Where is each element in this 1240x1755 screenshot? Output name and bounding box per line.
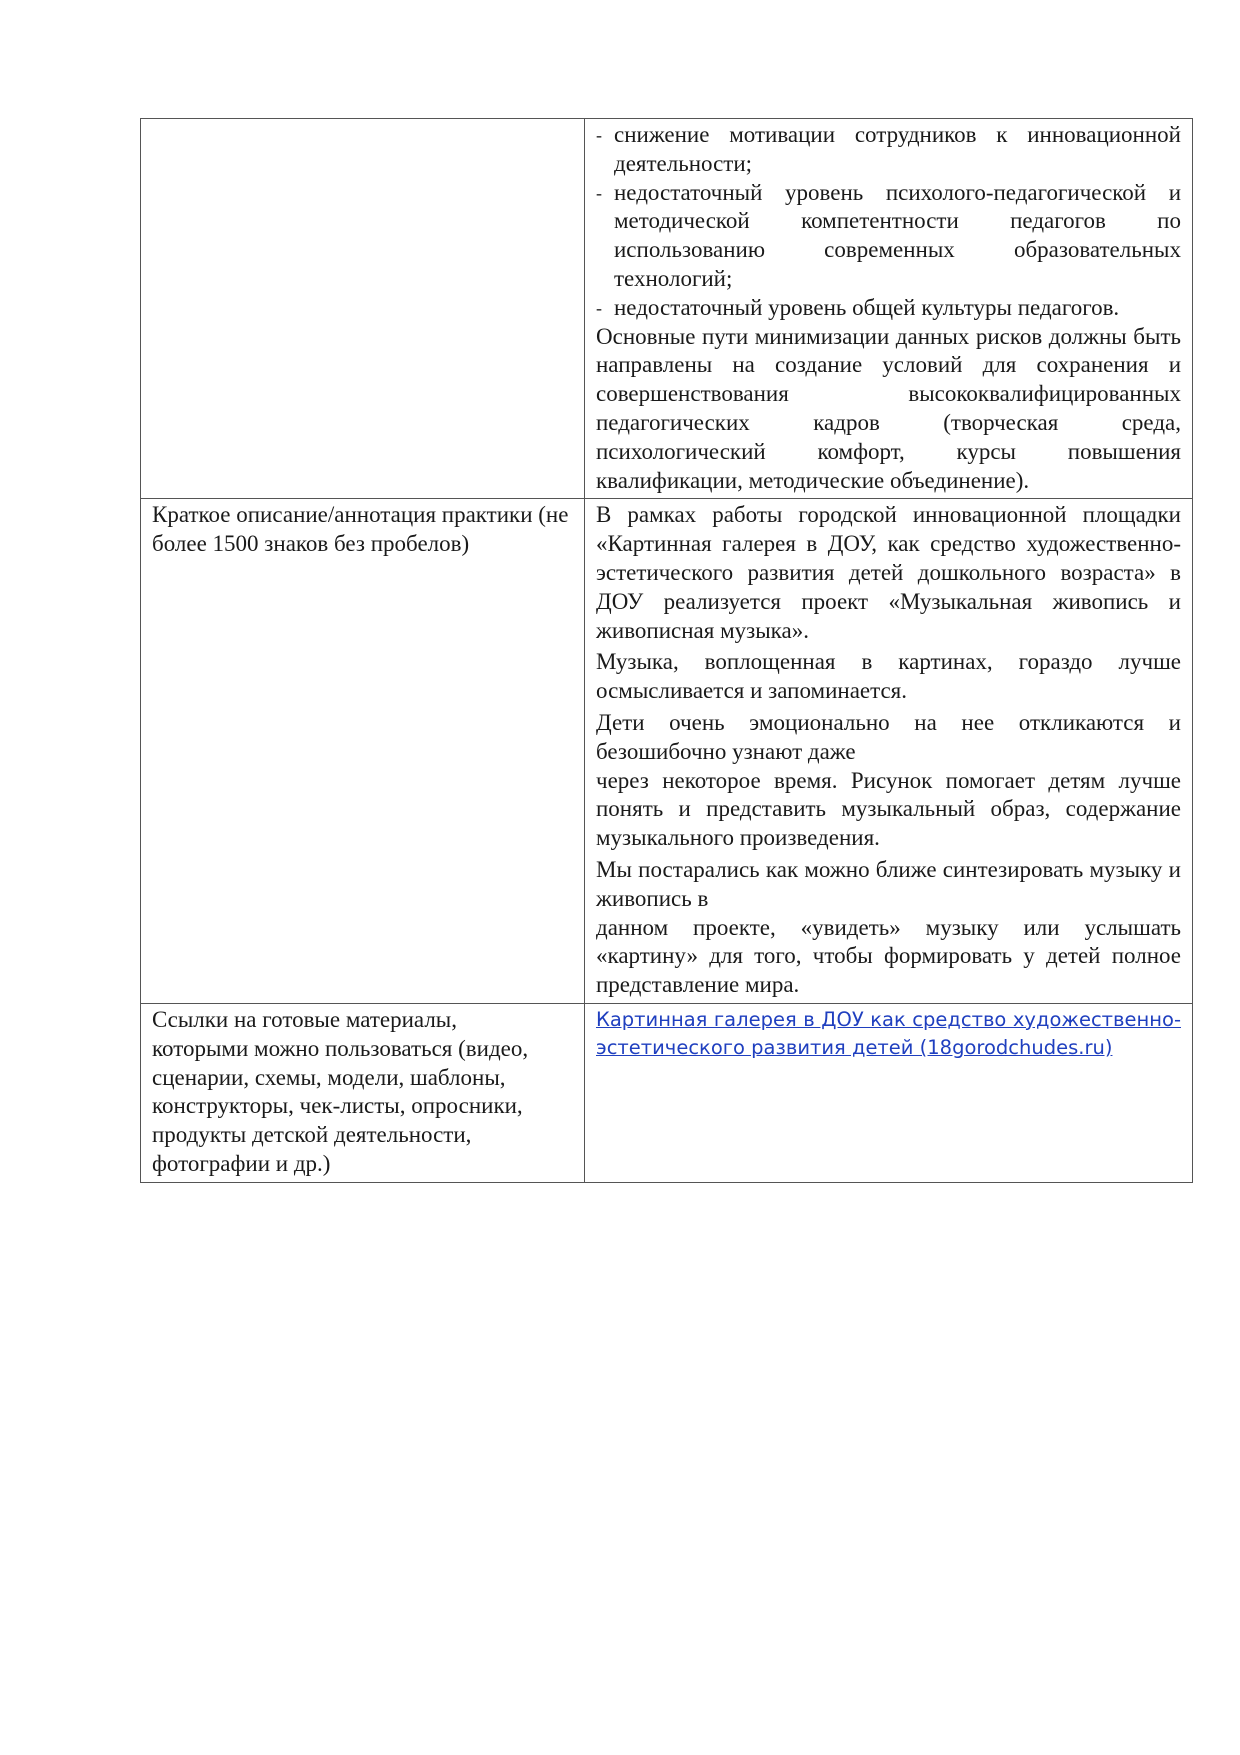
risk-text: снижение мотивации сотрудников к инновационной деятельности; bbox=[614, 122, 1181, 176]
annotation-label: Краткое описание/аннотация практики (не более 1500 знаков без пробелов) bbox=[141, 499, 585, 1004]
risk-item bbox=[596, 121, 1181, 179]
annotation-paragraph: Мы постарались как можно ближе синтезировать музыку и живопись в bbox=[596, 856, 1181, 911]
table-row-risks bbox=[141, 119, 1193, 499]
annotation-paragraph: В рамках работы городской инновационной площадки «Картинная галерея в ДОУ, как средство художественно-эстетического развития детей дошкольного возраста» в ДОУ реализуется проект «Музыкальная живопись и живописная музыка». bbox=[596, 502, 1181, 643]
links-content bbox=[585, 1003, 1193, 1182]
dash-bullet: - bbox=[596, 297, 602, 318]
annotation-paragraph: через некоторое время. Рисунок помогает детям лучше понять и представить музыкальный образ, содержание музыкального произведения. bbox=[596, 767, 1181, 851]
table-cell-risks bbox=[585, 119, 1193, 499]
dash-bullet: - bbox=[596, 182, 602, 203]
links-label: Ссылки на готовые материалы, которыми можно пользоваться (видео, сценарии, схемы, модели, шаблоны, конструкторы, чек-листы, опросники, продукты детской деятельности, фотографии и др.) bbox=[141, 1003, 585, 1182]
mitigation-paragraph: Основные пути минимизации данных рисков должны быть направлены на создание условий для сохранения и совершенствования высококвалифицированных педагогических кадров (творческая среда, психологический комфорт, курсы повышения квалификации, методические объединение). bbox=[596, 323, 1181, 493]
risk-text: недостаточный уровень психолого-педагогической и методической компетентности педагогов по использованию современных образовательных технологий; bbox=[614, 179, 1181, 291]
table-row-annotation bbox=[141, 499, 1193, 1004]
annotation-content bbox=[585, 499, 1193, 1004]
risk-text: недостаточный уровень общей культуры педагогов. bbox=[614, 294, 1120, 320]
table-row-links bbox=[141, 1003, 1193, 1182]
annotation-paragraph: данном проекте, «увидеть» музыку или услышать «картину» для того, чтобы формировать у детей полное представление мира. bbox=[596, 914, 1181, 998]
risk-list bbox=[596, 121, 1181, 323]
dash-bullet: - bbox=[596, 125, 602, 145]
table-cell-empty-label bbox=[141, 119, 585, 499]
annotation-paragraph: Музыка, воплощенная в картинах, гораздо лучше осмысливается и запоминается. bbox=[596, 649, 1181, 704]
annotation-paragraph: Дети очень эмоционально на нее откликаются и безошибочно узнают даже bbox=[596, 709, 1181, 764]
risk-item bbox=[596, 294, 1181, 323]
materials-link[interactable]: Картинная галерея в ДОУ как средство художественно-эстетического развития детей (18gorodchudes.ru) bbox=[596, 1007, 1181, 1060]
risk-item bbox=[596, 179, 1181, 294]
practice-description-table bbox=[140, 118, 1193, 1183]
